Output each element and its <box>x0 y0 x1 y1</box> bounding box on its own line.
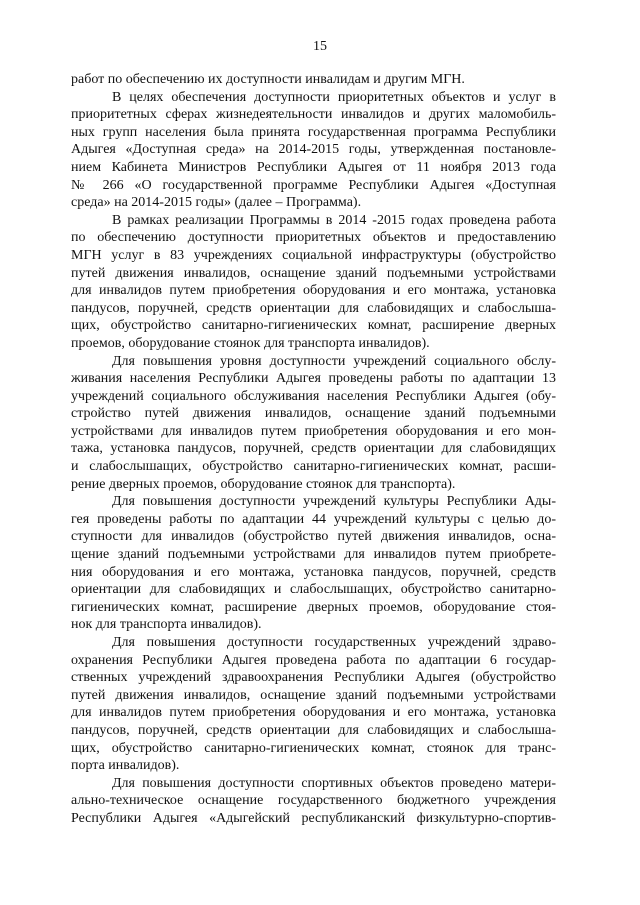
text-line: охранения Республики Адыгея проведена работа по адаптации 6 государ- <box>71 652 556 668</box>
text-line: Для повышения доступности учреждений культуры Республики Ады- <box>112 494 556 510</box>
text-line: рение дверных проемов, оборудование стоянок для транспорта). <box>71 476 456 492</box>
text-line: тажа, установка пандусов, поручней, средств ориентации для слабовидящих <box>71 441 556 457</box>
text-line: живания населения Республики Адыгея проведены работы по адаптации 13 <box>71 371 556 387</box>
text-line: ступности для инвалидов (обустройство путей движения инвалидов, осна- <box>71 529 556 545</box>
text-line: Для повышения доступности государственных учреждений здраво- <box>112 635 556 650</box>
text-line: № 266 «О государственной программе Республики Адыгея «Доступная <box>71 177 556 193</box>
text-line: приоритетных сферах жизнедеятельности инвалидов и других маломобиль- <box>71 107 556 123</box>
text-line: ственных учреждений здравоохранения Республики Адыгея (обустройство <box>71 670 556 686</box>
text-line: нием Кабинета Министров Республики Адыгея от 11 ноября 2013 года <box>71 159 556 175</box>
text-line: работ по обеспечению их доступности инвалидам и другим МГН. <box>71 72 465 87</box>
text-line: ориентации для слабовидящих и слабослышащих, обустройство санитарно- <box>71 582 556 598</box>
text-line: среда» на 2014-2015 годы» (далее – Программа). <box>71 195 362 211</box>
text-line: ния оборудования и его монтажа, установка пандусов, поручней, средств <box>71 564 556 580</box>
text-line: щение зданий подъемными устройствами для инвалидов путем приобрете- <box>71 547 556 563</box>
text-line: Для повышения уровня доступности учреждений социального обслу- <box>112 353 556 369</box>
text-line: Адыгея «Доступная среда» на 2014-2015 годы, утвержденная постановле- <box>71 142 556 158</box>
text-line: щих, обустройство санитарно-гигиенических комнат, стоянок для транс- <box>71 740 556 756</box>
text-line: для инвалидов путем приобретения оборудования и его монтажа, установка <box>71 283 556 299</box>
text-line: В целях обеспечения доступности приоритетных объектов и услуг в <box>112 89 556 105</box>
text-line: Для повышения доступности спортивных объектов проведено матери- <box>112 775 556 791</box>
text-line: стройство путей движения инвалидов, оснащение зданий подъемными <box>71 406 556 422</box>
text-line: МГН услуг в 83 учреждениях социальной инфраструктуры (обустройство <box>71 247 556 263</box>
text-line: порта инвалидов). <box>71 758 180 774</box>
text-line: В рамках реализации Программы в 2014 -2015 годах проведена работа <box>112 212 556 228</box>
text-line: пандусов, поручней, средств ориентации для слабовидящих и слабослыша- <box>71 722 556 738</box>
text-line: нок для транспорта инвалидов). <box>71 617 262 633</box>
text-line: щих, обустройство санитарно-гигиенических комнат, расширение дверных <box>71 318 556 334</box>
text-line: устройствами для инвалидов путем приобретения оборудования и его мон- <box>71 423 556 439</box>
text-line: пандусов, поручней, средств ориентации для слабовидящих и слабослыша- <box>71 300 556 316</box>
body-text <box>71 71 556 828</box>
text-line: ных групп населения была принята государственная программа Республики <box>71 124 556 140</box>
page-number: 15 <box>313 39 327 54</box>
text-line: и слабослышащих, обустройство санитарно-гигиенических комнат, расши- <box>71 459 556 475</box>
text-line: учреждений социального обслуживания населения Республики Адыгея (обу- <box>71 388 556 404</box>
text-line: по обеспечению доступности приоритетных объектов и предоставлению <box>71 230 556 246</box>
text-line: гея проведены работы по адаптации 44 учреждений культуры с целью до- <box>71 511 556 527</box>
text-line: Республики Адыгея «Адыгейский республиканский физкультурно-спортив- <box>71 810 556 826</box>
text-line: для инвалидов путем приобретения оборудования и его монтажа, установка <box>71 705 556 721</box>
text-line: путей движения инвалидов, оснащение зданий подъемными устройствами <box>71 265 556 281</box>
text-line: ально-техническое оснащение государственного бюджетного учреждения <box>71 793 556 809</box>
text-line: гигиенических комнат, расширение дверных проемов, оборудование стоя- <box>71 599 556 615</box>
text-line: проемов, оборудование стоянок для транспорта инвалидов). <box>71 335 430 351</box>
text-line: путей движения инвалидов, оснащение зданий подъемными устройствами <box>71 687 556 703</box>
